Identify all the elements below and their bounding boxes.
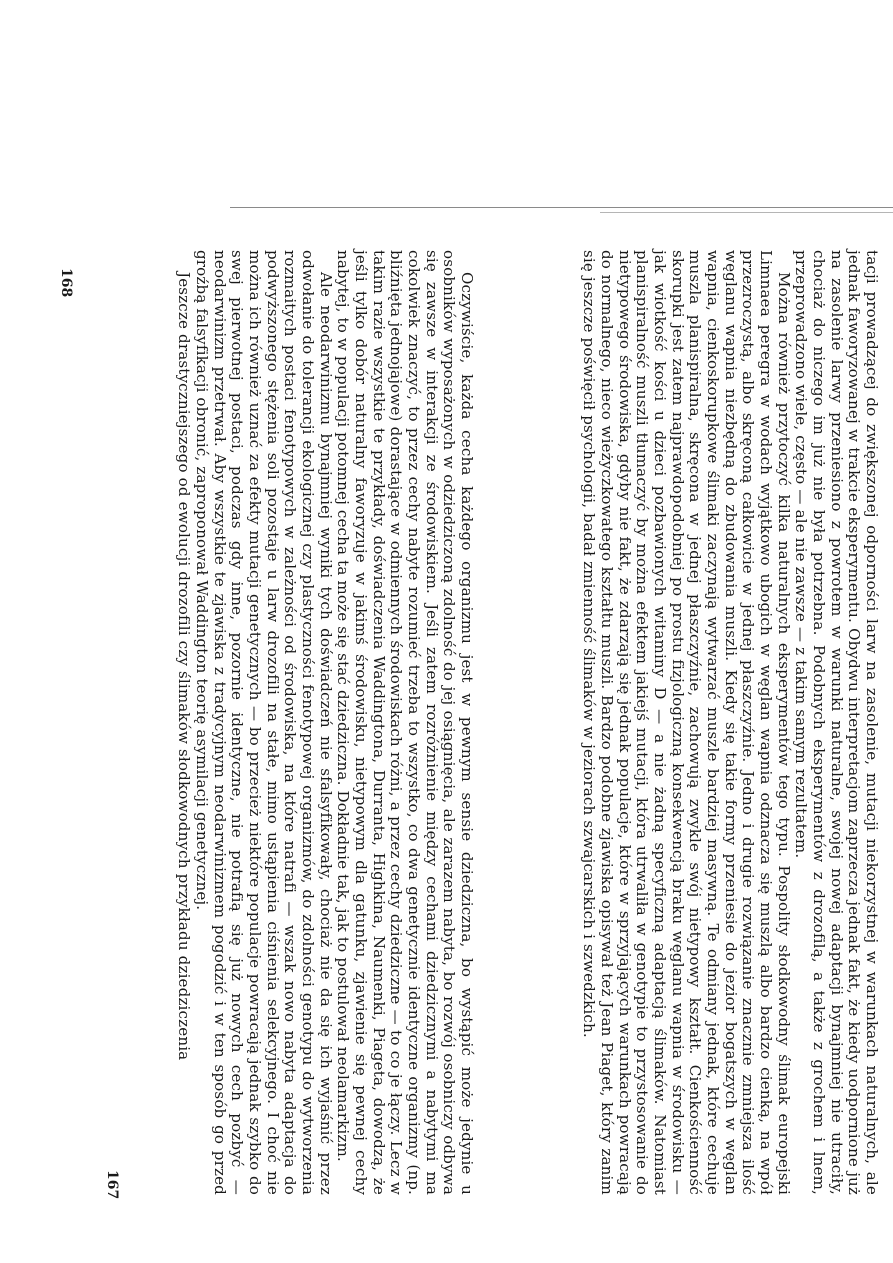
folio-168 — [58, 268, 77, 297]
page-number: 167 — [104, 1170, 120, 1200]
paragraph: Można również przytoczyć kilka naturalnych eksperymentów tego typu. Pospolity słodkowodny ślimak europejski Limnaea peregra w wodach wyjątkowo ubogich w węglan wapnia odznacza się muszlą albo bardzo cienką, na wpół przezroczystą, albo skręconą całkowicie w jednej płaszczyźnie. Jedno i drugie rozwiązanie znacznie zmniejsza ilość węglanu wapnia niezbędną do zbudowania muszli. Kiedy się takie formy przeniesie do jezior bogatszych w węglan wapnia, cienkoskorupkowe ślimaki zaczynają wytwarzać muszle bardziej masywną. Te odmiany jednak, które cechuje muszla planispiralna, skręcona w jednej płaszczyźnie, zachowują zwykle swój nietypowy kształt. Cienkościenność skorupki jest zatem najprawdopodobniej po prostu fizjologiczną konsekwencją braku węglanu wapnia w środowisku — jak wiotkość kości u dzieci pozbawionych witaminy D — a nie żadną specyficzną adaptacją ślimaków. Natomiast planispiralność muszli tłumaczyć by można efektem jakiejś mutacji, która utrwaliła w genotypie to przystosowanie do nietypowego środowiska, gdyby nie fakt, że zdarzają się jednak populacje, które w sprzyjających warunkach powracają do normalnego, nieco wieżyczkowatego kształtu muszli. Bardzo podobne zjawiska opisywał też Jean Piaget, który zanim się jeszcze poświęcił psychologii, badał zmienność ślimaków w jeziorach szwajcarskich i szwedzkich. — [580, 250, 793, 1195]
page-number: 168 — [58, 268, 74, 298]
page-168-text-column — [580, 250, 880, 1195]
header-rule-secondary — [600, 212, 893, 213]
paragraph: Oczywiście, każda cecha każdego organizmu jest w pewnym sensie dziedziczna, bo wystąpić może jedynie u osobników wyposażonych w odziedziczoną zdolność do jej osiągnięcia, ale zarazem nabyta, bo rozwój osobniczy odbywa się zawsze w interakcji ze środowiskiem. Jeśli zatem rozróżnienie między cechami dziedzicznymi a nabytymi ma cokolwiek znaczyć, to przez cechy nabyte rozumieć trzeba to wszystko, co dwa genetycznie identyczne organizmy (np. bliźnięta jednojajowe) dorastające w odmiennych środowiskach różni, a przez cechy dziedziczne — to co je łączy. Lecz w takim razie wszystkie te przykłady, doświadczenia Waddingtona, Durranta, Highkina, Naumenki, Piageta, dowodzą, że jeśli tylko dobór naturalny faworyzuje w jakimś środowisku, nietypowym dla gatunku, zjawienie się pewnej cechy nabytej, to w populacji potomnej cecha ta może się stać dziedziczna. Dokładnie tak, jak to postulował neolamarkizm. — [334, 250, 476, 1195]
paragraph: Ale neodarwinizmu bynajmniej wyniki tych doświadczeń nie sfalsyfikowały, chociaż nie da się ich wyjaśnić przez odwołanie do tolerancji ekologicznej czy plastyczności fenotypowej organizmów, do zdolności genotypu do wytworzenia rozmaitych postaci fenotypowych w zależności od środowiska, na które natrafi — wszak nowo nabyta adaptacja do podwyższonego stężenia soli pozostaje u larw drozofili na stałe, mimo ustąpienia ciśnienia selekcyjnego. I choć nie można ich również uznać za efekty mutacji genetycznych — bo przecież niektóre populacje powracają jednak szybko do swej pierwotnej postaci, podczas gdy inne, pozornie identyczne, nie potrafią się już nowych cech pozbyć — neodarwinizm przetrwał. Aby wszystkie te zjawiska z tradycyjnym neodarwinizmem pogodzić i w ten sposób go przed groźbą falsyfikacji obronić, zaproponował Waddington teorię asymilacji genetycznej. — [193, 250, 335, 1195]
paragraph: Jeszcze drastyczniejszego od ewolucji drozofili czy ślimaków słodkowodnych przykładu dziedziczenia — [175, 272, 194, 1061]
folio-167 — [104, 1170, 123, 1199]
header-rule — [230, 207, 893, 208]
page-167-text-column — [175, 250, 475, 1195]
paragraph: tacji prowadzącej do zwiększonej odporności larw na zasolenie, mutacji niekorzystnej w warunkach naturalnych, ale jednak faworyzowanej w trakcie eksperymentu. Obydwu interpretacjom zaprzecza jednak fakt, że kiedy uodpornione już na zasolenie larwy przeniesiono z powrotem w warunki naturalne, swojej nowej adaptacji bynajmniej nie utraciły, chociaż do niczego im już nie była potrzebna. Podobnych eksperymentów z drozofilą, a także z grochem i lnem, przeprowadzono wiele, często — ale nie zawsze — z takim samym rezultatem. — [792, 250, 881, 1195]
page-167 — [175, 250, 475, 1195]
page-168 — [580, 250, 880, 1195]
